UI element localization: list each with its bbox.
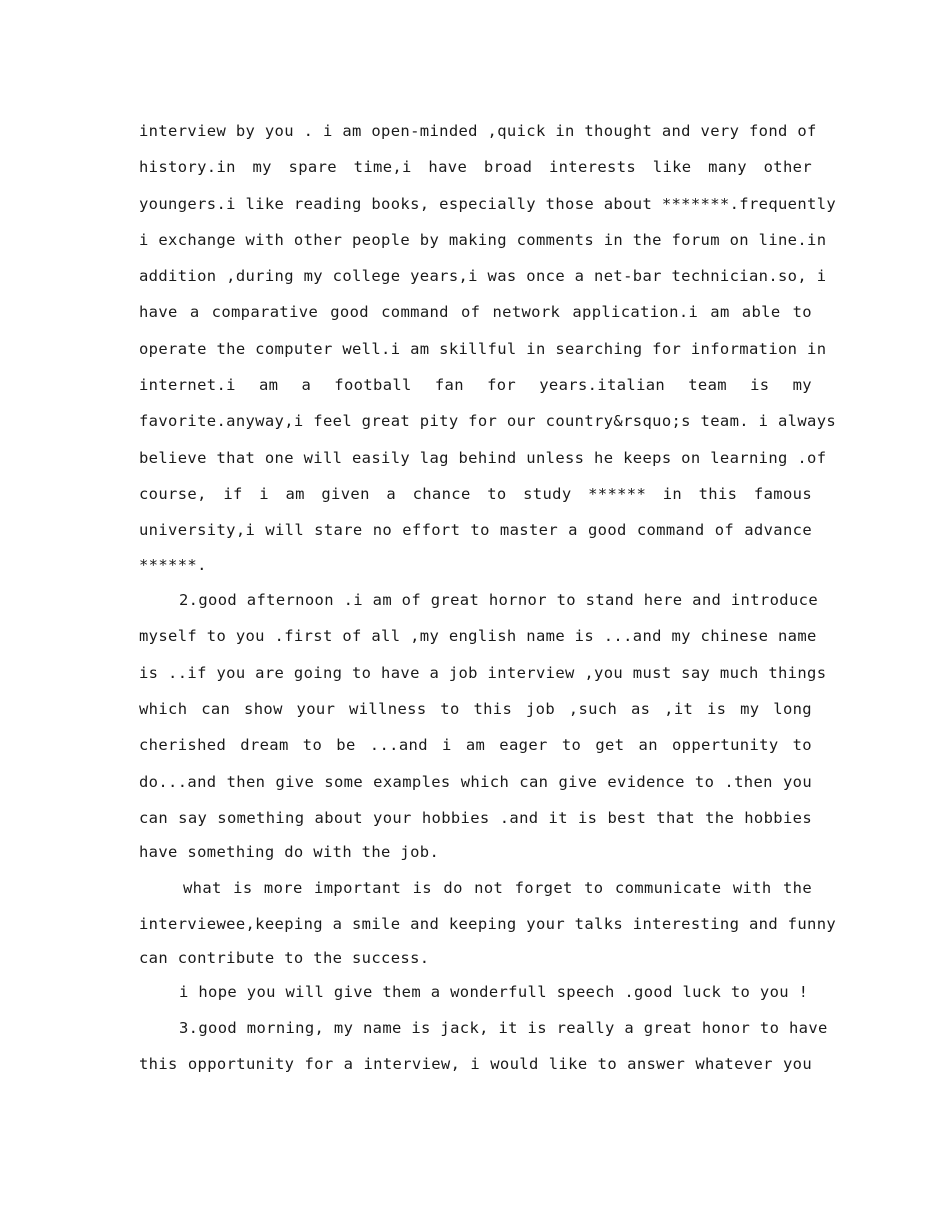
text-line: do...and then give some examples which can give evidence to .then you — [139, 772, 812, 791]
text-line: i exchange with other people by making comments in the forum on line.in — [139, 230, 827, 249]
text-line: interviewee,keeping a smile and keeping your talks interesting and funny — [139, 915, 837, 934]
text-line: interview by you . i am open-minded ,quick in thought and very fond of — [139, 122, 817, 140]
text-line: have a comparative good command of network application.i am able to — [139, 303, 812, 322]
text-line: favorite.anyway,i feel great pity for our country&rsquo;s team. i always — [139, 412, 837, 431]
text-line: history.in my spare time,i have broad interests like many other — [139, 158, 812, 177]
text-line: course, if i am given a chance to study ****** in this famous — [139, 484, 812, 503]
text-line: have something do with the job. — [139, 843, 440, 862]
text-line: which can show your willness to this job ,such as ,it is my long — [139, 700, 812, 719]
paragraph-start-line: i hope you will give them a wonderfull speech .good luck to you ! — [179, 983, 809, 1002]
document-body — [139, 113, 837, 1082]
text-line: operate the computer well.i am skillful in searching for information in — [139, 339, 827, 358]
text-line: is ..if you are going to have a job interview ,you must say much things — [139, 663, 827, 682]
text-line: can contribute to the success. — [139, 949, 430, 968]
paragraph-start-line: 2.good afternoon .i am of great hornor to stand here and introduce — [179, 591, 818, 610]
text-line: ******. — [139, 555, 207, 574]
text-line: university,i will stare no effort to master a good command of advance — [139, 521, 812, 540]
text-line: internet.i am a football fan for years.italian team is my — [139, 376, 812, 395]
text-line: youngers.i like reading books, especially those about *******.frequently — [139, 194, 837, 213]
paragraph-start-line: 3.good morning, my name is jack, it is really a great honor to have — [179, 1018, 828, 1037]
text-line: cherished dream to be ...and i am eager to get an oppertunity to — [139, 736, 812, 755]
text-line: can say something about your hobbies .and it is best that the hobbies — [139, 808, 812, 827]
text-line: addition ,during my college years,i was once a net-bar technician.so, i — [139, 267, 827, 286]
text-line: myself to you .first of all ,my english name is ...and my chinese name — [139, 627, 817, 646]
text-line: believe that one will easily lag behind unless he keeps on learning .of — [139, 448, 827, 467]
text-line: this opportunity for a interview, i would like to answer whatever you — [139, 1054, 812, 1073]
paragraph-start-line: what is more important is do not forget to communicate with the — [183, 878, 812, 897]
